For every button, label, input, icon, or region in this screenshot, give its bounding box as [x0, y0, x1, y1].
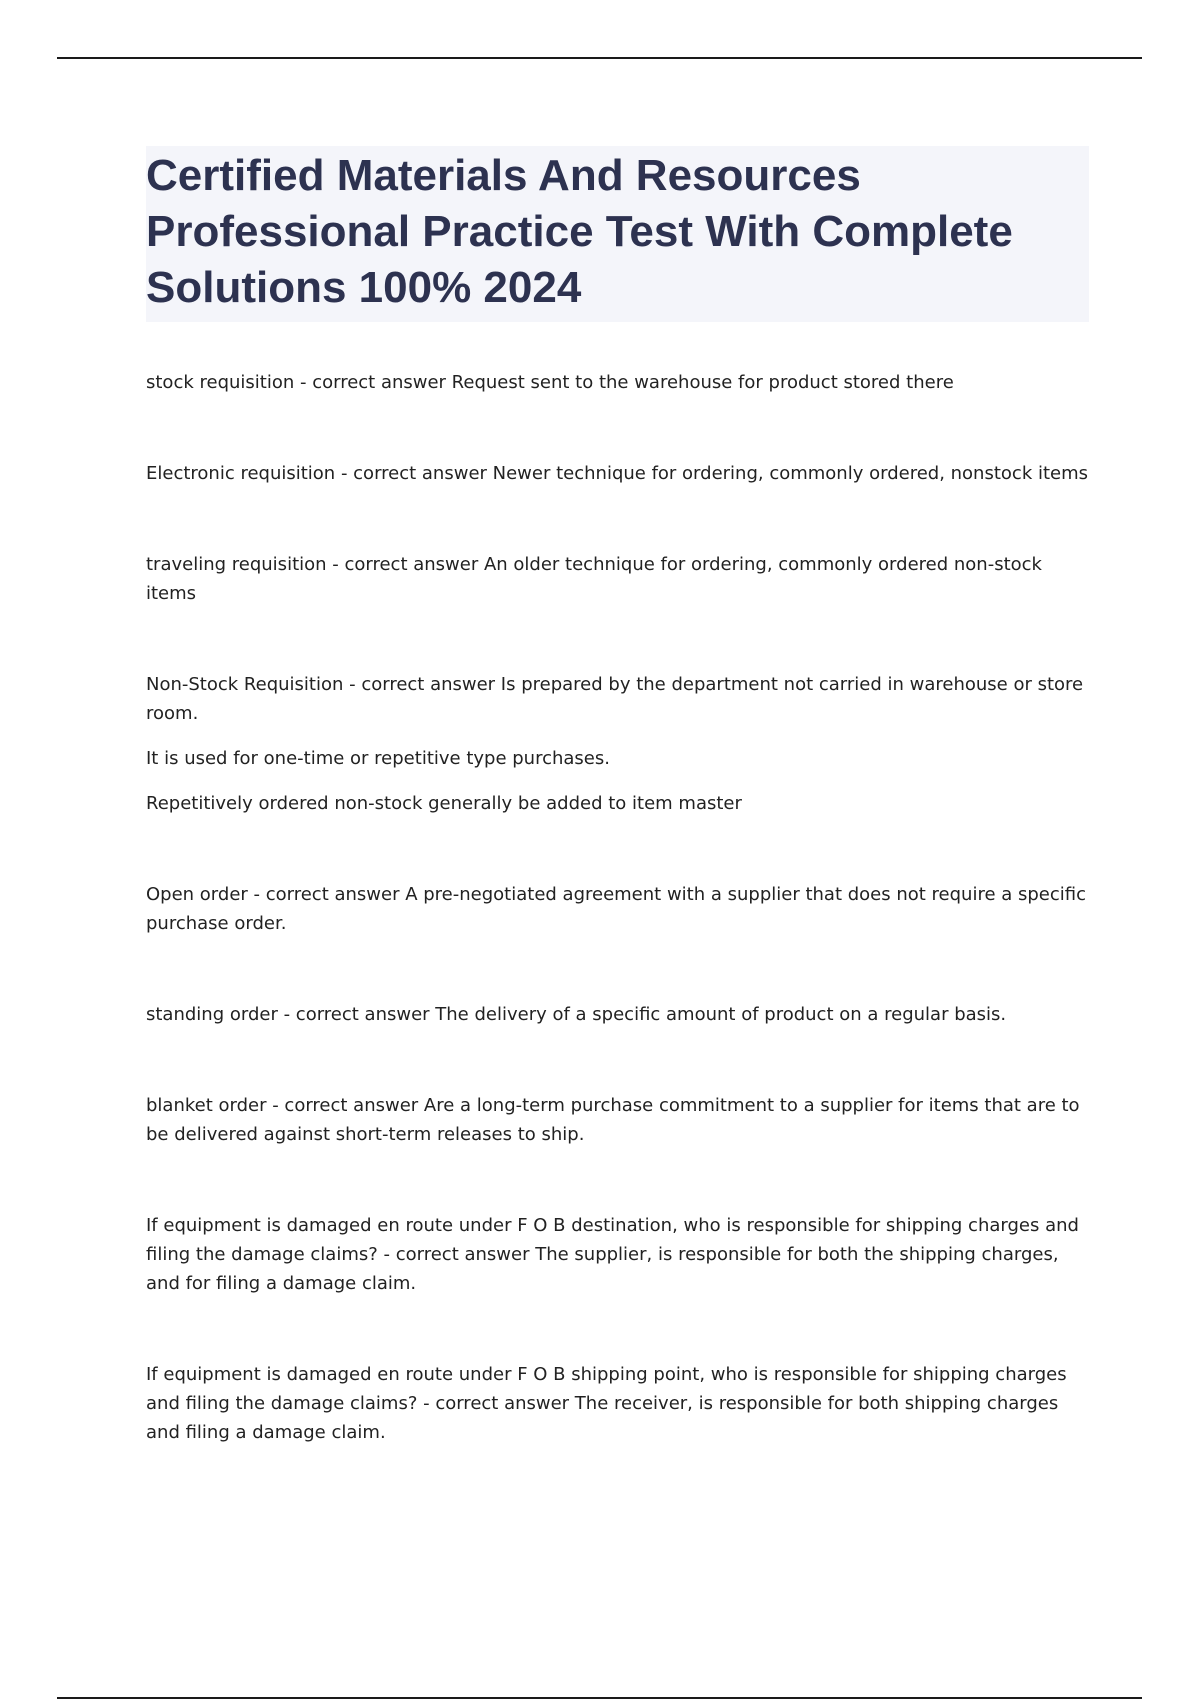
qa-text: stock requisition - correct answer Request sent to the warehouse for product stored there [146, 372, 954, 393]
qa-entry [146, 459, 1089, 488]
bottom-horizontal-rule [57, 1697, 1142, 1699]
qa-entry [146, 1000, 1089, 1029]
qa-text-continued: It is used for one-time or repetitive type purchases. [146, 748, 610, 769]
qa-entry [146, 1360, 1089, 1447]
document-body [146, 146, 1089, 1447]
qa-entry [146, 1091, 1089, 1149]
qa-entry [146, 368, 1089, 397]
top-horizontal-rule [57, 57, 1142, 59]
title-block [146, 146, 1089, 322]
qa-entry [146, 550, 1089, 608]
qa-text: Non-Stock Requisition - correct answer Is prepared by the department not carried in warehouse or store room. [146, 674, 1084, 724]
qa-entry [146, 670, 1089, 818]
qa-text: standing order - correct answer The delivery of a specific amount of product on a regular basis. [146, 1004, 1007, 1025]
qa-entry [146, 1211, 1089, 1298]
qa-text: traveling requisition - correct answer An older technique for ordering, commonly ordered non-stock items [146, 554, 1042, 604]
qa-text: Open order - correct answer A pre-negotiated agreement with a supplier that does not require a specific purchase order. [146, 884, 1087, 934]
qa-text-continued: Repetitively ordered non-stock generally be added to item master [146, 793, 742, 814]
qa-list [146, 368, 1089, 1447]
qa-text: blanket order - correct answer Are a long-term purchase commitment to a supplier for items that are to be delivered against short-term releases to ship. [146, 1095, 1080, 1145]
qa-text: If equipment is damaged en route under F O B shipping point, who is responsible for shipping charges and filing the damage claims? - correct answer The receiver, is responsible for both shipping charges and filing a damage claim. [146, 1364, 1067, 1443]
qa-text: Electronic requisition - correct answer Newer technique for ordering, commonly ordered, nonstock items [146, 463, 1089, 484]
qa-entry [146, 880, 1089, 938]
qa-text: If equipment is damaged en route under F O B destination, who is responsible for shipping charges and filing the damage claims? - correct answer The supplier, is responsible for both the shipping charges, and for filing a damage claim. [146, 1215, 1079, 1294]
document-title: Certified Materials And Resources Professional Practice Test With Complete Solutions 100% 2024 [146, 151, 1013, 312]
